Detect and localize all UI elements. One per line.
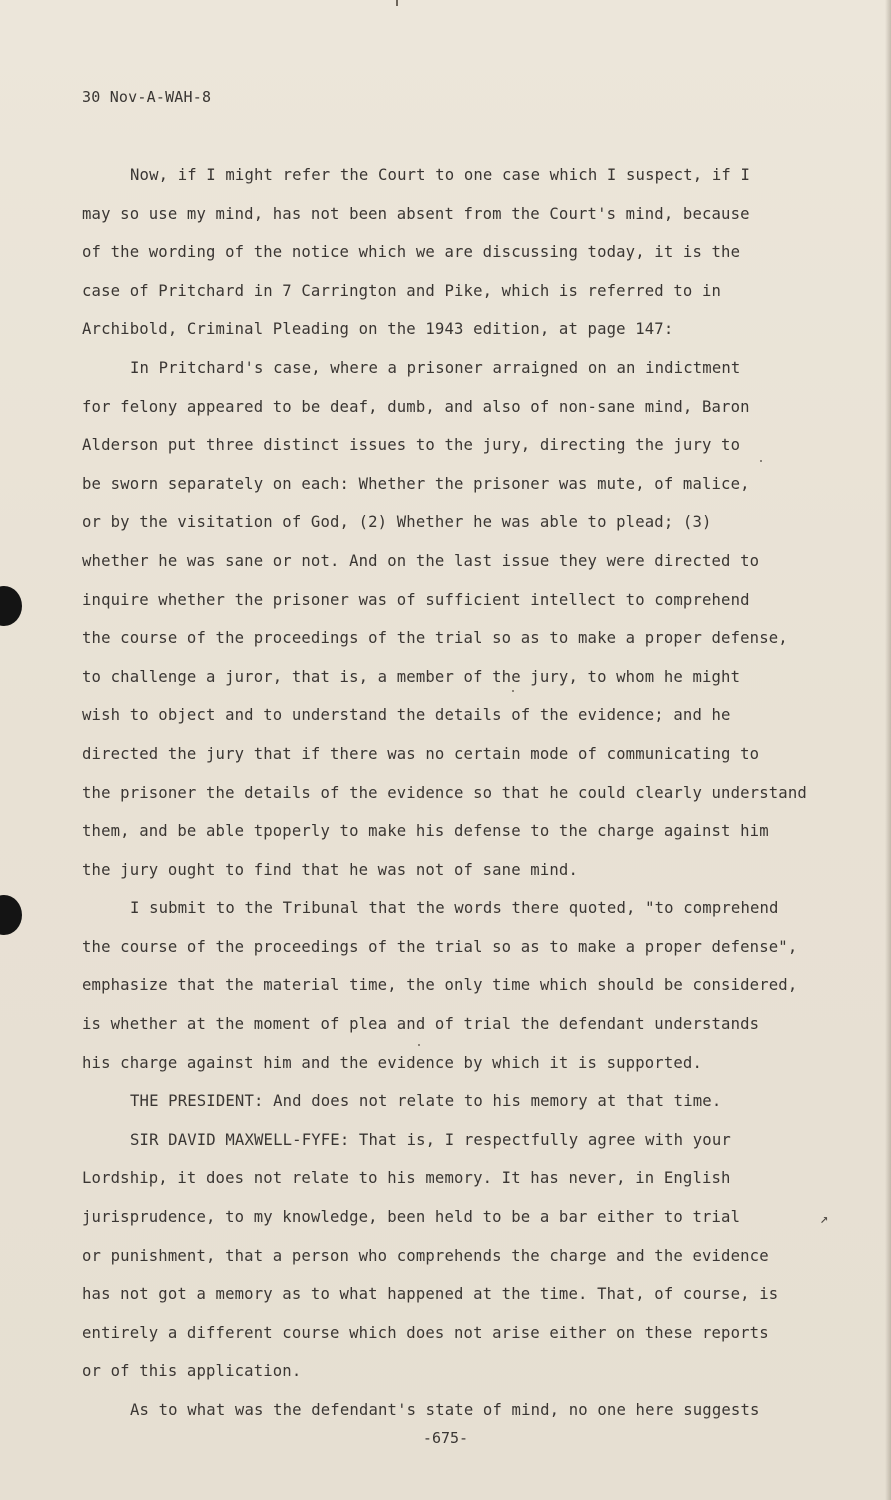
text-line: jurisprudence, to my knowledge, been held to be a bar either to trial: [82, 1208, 741, 1227]
text-line: the course of the proceedings of the trial so as to make a proper defense,: [82, 629, 788, 648]
text-line: or by the visitation of God, (2) Whether he was able to plead; (3): [82, 513, 712, 532]
text-line: Alderson put three distinct issues to the jury, directing the jury to: [82, 436, 741, 455]
text-line: inquire whether the prisoner was of sufficient intellect to comprehend: [82, 590, 750, 609]
text-line: may so use my mind, has not been absent from the Court's mind, because: [82, 204, 750, 223]
punch-hole: [0, 586, 22, 626]
punch-hole: [0, 895, 22, 935]
text-line: directed the jury that if there was no certain mode of communicating to: [82, 744, 760, 763]
margin-mark: ↗: [820, 1211, 829, 1227]
text-line: case of Pritchard in 7 Carrington and Pike, which is referred to in: [82, 281, 722, 300]
text-line: is whether at the moment of plea and of trial the defendant understands: [82, 1015, 760, 1034]
text-line: SIR DAVID MAXWELL-FYFE: That is, I respectfully agree with your: [130, 1130, 731, 1149]
document-reference: 30 Nov-A-WAH-8: [82, 88, 212, 106]
text-line: has not got a memory as to what happened at the time. That, of course, is: [82, 1285, 779, 1304]
top-edge-tick: [396, 0, 398, 6]
text-line: entirely a different course which does not arise either on these reports: [82, 1323, 769, 1342]
paper-speck: [512, 690, 514, 692]
text-line: Archibold, Criminal Pleading on the 1943 edition, at page 147:: [82, 320, 674, 339]
text-line: the prisoner the details of the evidence so that he could clearly understand: [82, 783, 807, 802]
text-line: THE PRESIDENT: And does not relate to his memory at that time.: [130, 1092, 722, 1111]
text-line: whether he was sane or not. And on the last issue they were directed to: [82, 551, 760, 570]
text-line: Lordship, it does not relate to his memory. It has never, in English: [82, 1169, 731, 1188]
paper-speck: [760, 460, 762, 462]
page-edge-shadow: [885, 0, 891, 1500]
text-line: of the wording of the notice which we are discussing today, it is the: [82, 243, 741, 262]
transcript-body: [82, 162, 822, 1436]
text-line: emphasize that the material time, the only time which should be considered,: [82, 976, 798, 995]
text-line: wish to object and to understand the details of the evidence; and he: [82, 706, 731, 725]
text-line: In Pritchard's case, where a prisoner arraigned on an indictment: [130, 358, 741, 377]
text-line: his charge against him and the evidence by which it is supported.: [82, 1053, 702, 1072]
text-line: the course of the proceedings of the trial so as to make a proper defense",: [82, 937, 798, 956]
text-line: I submit to the Tribunal that the words there quoted, "to comprehend: [130, 899, 779, 918]
page-number: -675-: [422, 1429, 469, 1447]
text-line: or punishment, that a person who comprehends the charge and the evidence: [82, 1246, 769, 1265]
text-line: Now, if I might refer the Court to one case which I suspect, if I: [130, 166, 750, 184]
text-line: As to what was the defendant's state of mind, no one here suggests: [130, 1401, 760, 1419]
text-line: the jury ought to find that he was not of sane mind.: [82, 860, 578, 879]
text-line: or of this application.: [82, 1362, 302, 1381]
text-line: to challenge a juror, that is, a member of the jury, to whom he might: [82, 667, 741, 686]
paper-speck: [418, 1044, 420, 1046]
text-line: for felony appeared to be deaf, dumb, and also of non-sane mind, Baron: [82, 397, 750, 416]
text-line: them, and be able tpoperly to make his defense to the charge against him: [82, 822, 769, 841]
text-line: be sworn separately on each: Whether the prisoner was mute, of malice,: [82, 474, 750, 493]
